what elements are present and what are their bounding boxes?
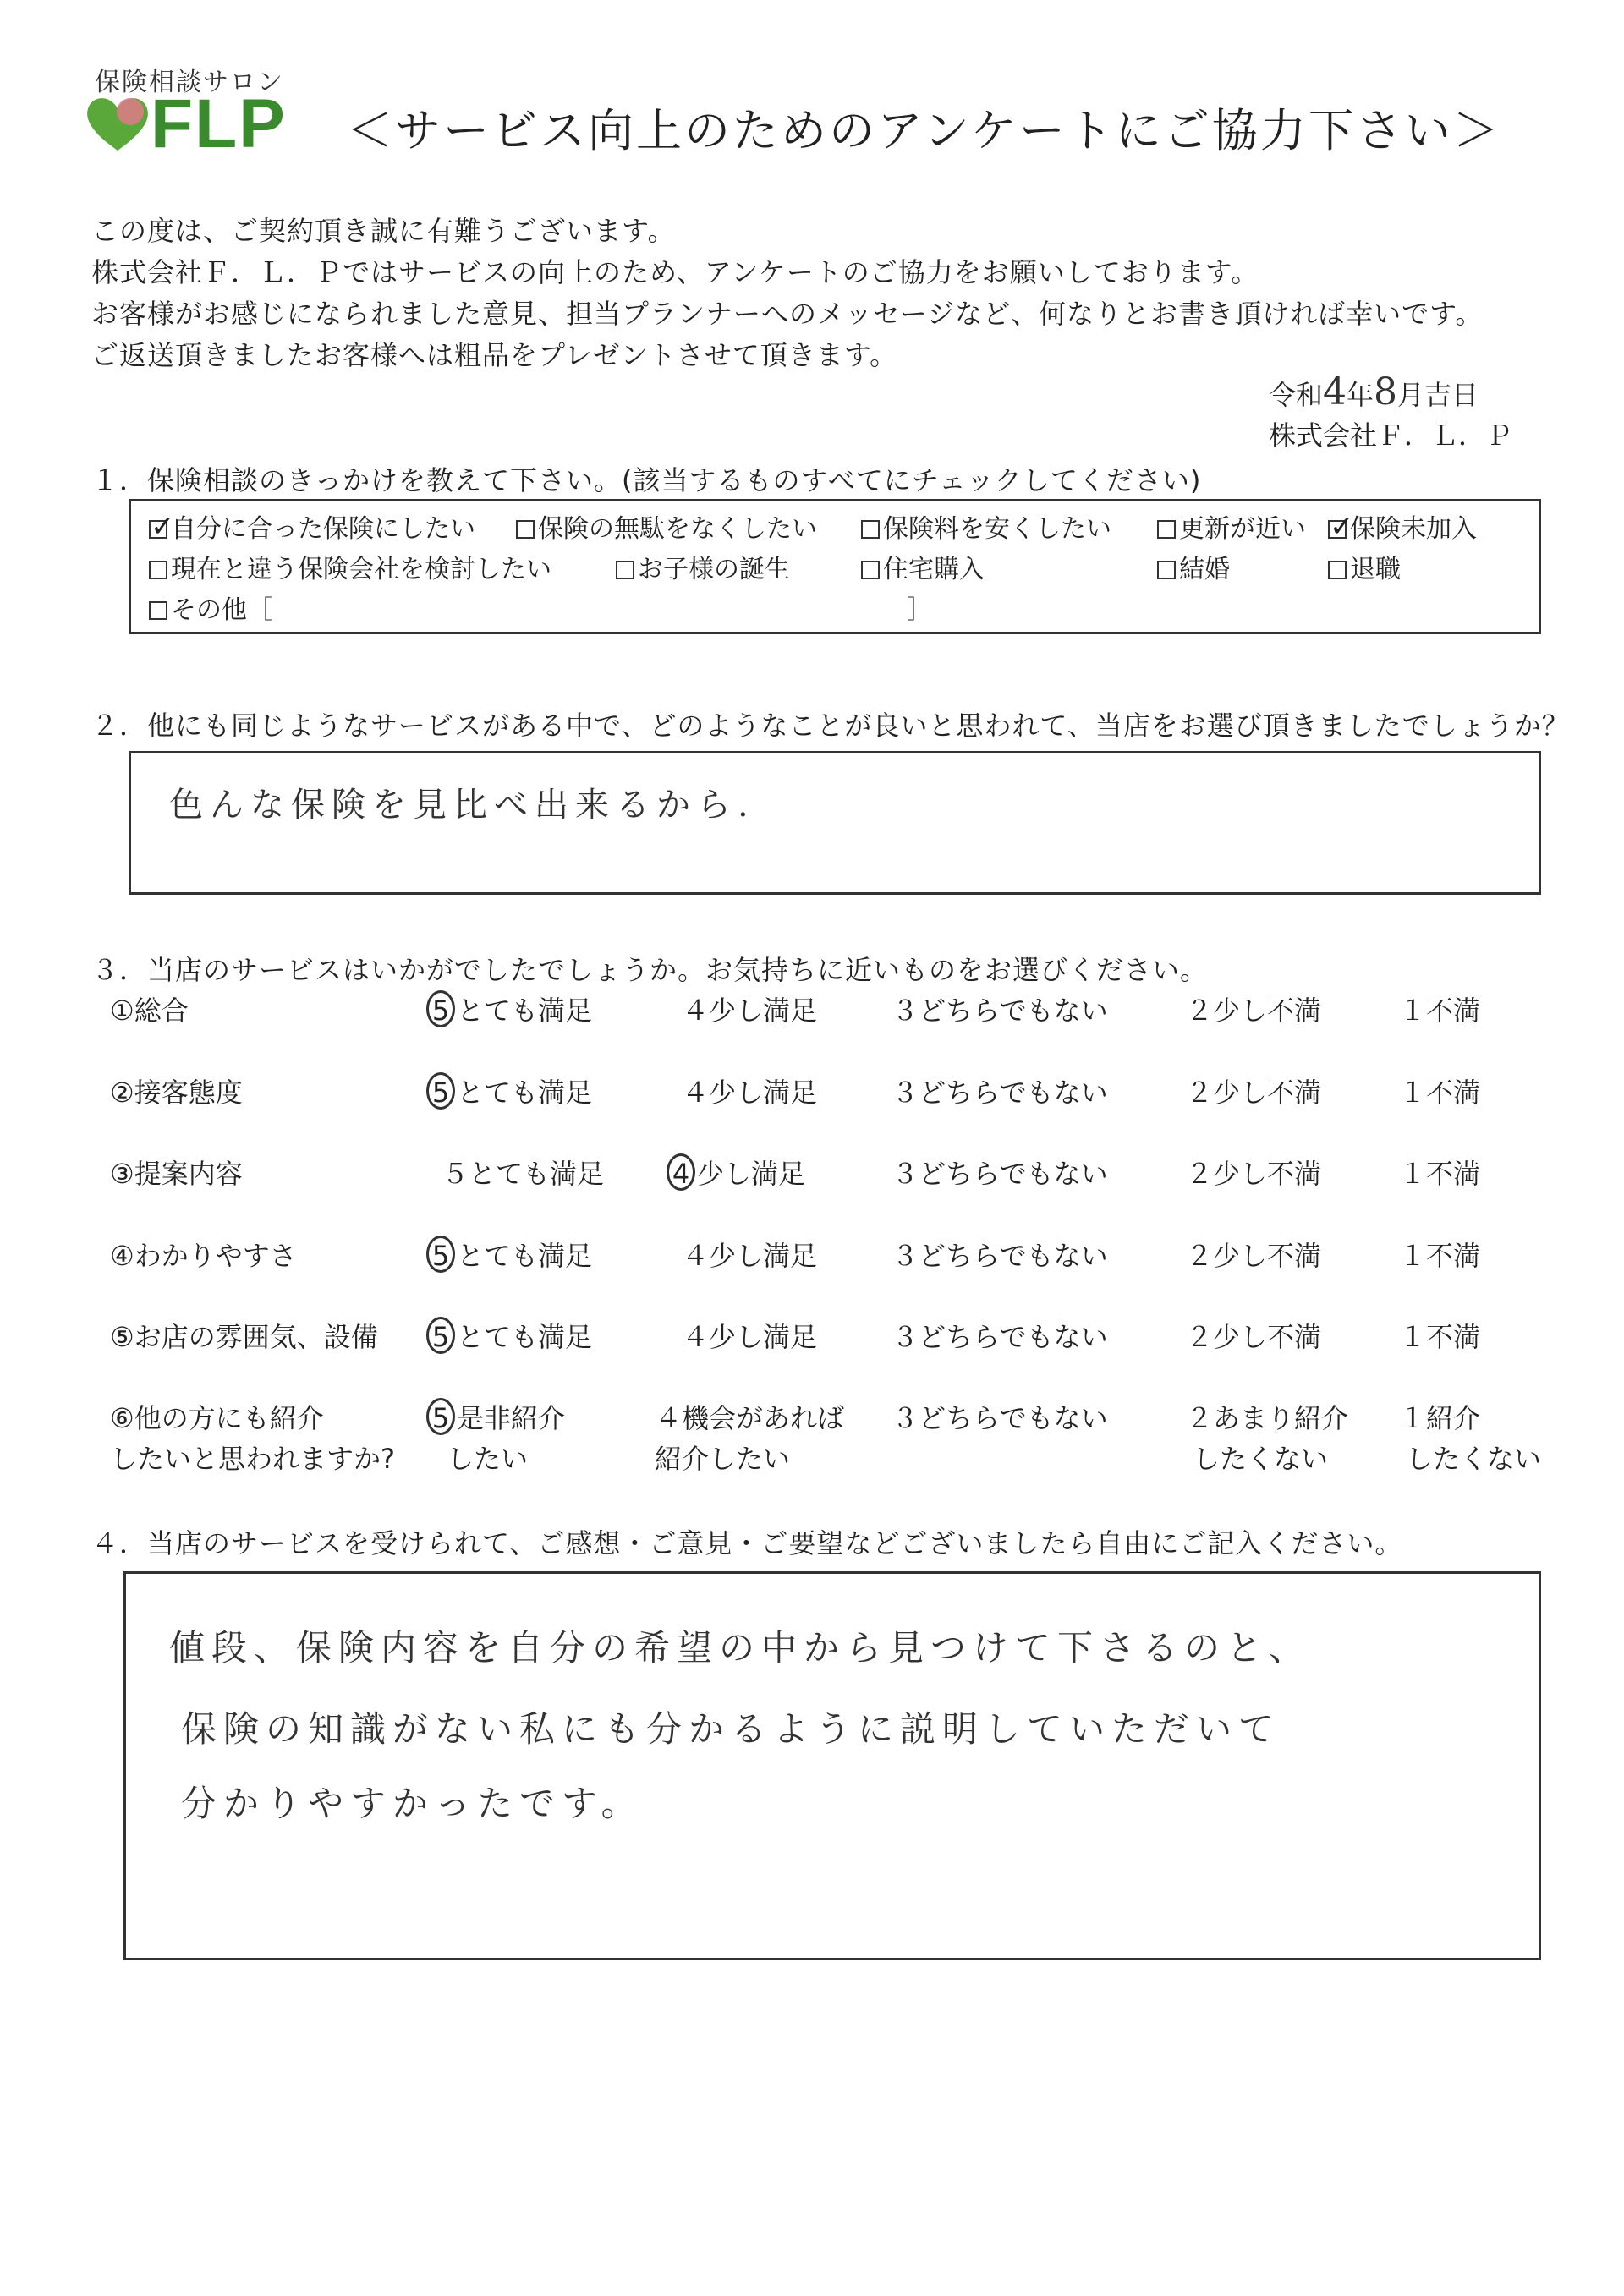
page-title: ＜サービス向上のためのアンケートにご協力下さい＞ [347,104,1501,157]
q3-row-label: ③提案内容 [110,1158,243,1190]
q1-option[interactable]: 保険料を安くしたい [861,507,1111,545]
q1-option[interactable]: ✓ 保険未加入 [1328,507,1477,545]
q1-option[interactable]: 現在と違う保険会社を検討したい [149,548,551,585]
circle-selection-icon: 5 [426,1072,455,1110]
q1-option[interactable]: 退職 [1328,548,1401,585]
circle-selection-icon: 5 [426,1398,455,1435]
q3-option-3[interactable]: ３どちらでもない [892,1402,1108,1434]
q3-option-1[interactable]: １紹介 [1399,1402,1481,1434]
q3-option-3[interactable]: ３どちらでもない [892,1158,1108,1190]
q4-answer-line-2: 保険の知識がない私にも分かるように説明していただいて [181,1708,1281,1750]
q3-row-label-cont: したいと思われますか? [110,1443,395,1475]
checkbox-checked-icon[interactable] [1328,520,1347,539]
q3-option-4[interactable]: ４少し満足 [682,1321,818,1353]
company-name: 株式会社Ｆ．Ｌ．Ｐ [1269,419,1513,452]
q1-option[interactable]: 更新が近い [1157,507,1306,545]
q1-option-other[interactable]: その他［ [149,589,272,626]
q3-row-label: ②接客態度 [110,1077,243,1109]
q3-option-1[interactable]: １不満 [1399,1158,1481,1190]
intro-line-1: この度は、ご契約頂き誠に有難うございます。 [91,215,676,247]
q3-option-1[interactable]: １不満 [1399,1321,1481,1353]
q1-option[interactable]: お子様の誕生 [616,548,790,585]
checkbox-icon[interactable] [1328,561,1347,579]
checkbox-icon[interactable] [616,561,634,579]
q1-other-close: ］ [907,595,932,625]
q3-option-5-selected[interactable]: 5 とても満足 [431,989,592,1028]
checkbox-icon[interactable] [149,561,167,579]
q3-option-2[interactable]: ２少し不満 [1186,1077,1322,1109]
q2-title: ２．他にも同じようなサービスがある中で、どのようなことが良いと思われて、当店をお選び頂きましたでしょうか？ [91,710,1570,742]
circle-selection-icon: 5 [426,990,455,1027]
circle-selection-icon: 5 [426,1236,455,1273]
q3-option-4[interactable]: ４少し満足 [682,1240,818,1272]
checkbox-icon[interactable] [516,520,535,539]
q3-option-4[interactable]: ４少し満足 [682,995,818,1027]
q3-row-label: ⑤お店の雰囲気、設備 [110,1321,378,1353]
q1-option[interactable]: 住宅購入 [861,548,985,585]
q3-option-1-cont: したくない [1406,1443,1542,1475]
q3-option-4-cont: 紹介したい [655,1443,791,1475]
q4-answer-line-1: 値段、保険内容を自分の希望の中から見つけて下さるのと、 [169,1627,1312,1669]
intro-line-3: お客様がお感じになられました意見、担当プランナーへのメッセージなど、何なりとお書き頂ければ幸いです。 [91,298,1484,330]
heart-logo-icon [81,93,154,152]
q3-option-1[interactable]: １不満 [1399,995,1481,1027]
q3-option-5-selected[interactable]: 5 とても満足 [431,1071,592,1110]
q1-option[interactable]: 結婚 [1157,548,1230,585]
q3-option-4[interactable]: ４少し満足 [682,1077,818,1109]
checkbox-icon[interactable] [1157,520,1176,539]
q4-title: ４．当店のサービスを受けられて、ご感想・ご意見・ご要望などございましたら自由にご記入ください。 [91,1527,1403,1559]
intro-line-4: ご返送頂きましたお客様へは粗品をプレゼントさせて頂きます。 [91,339,898,371]
q3-title: ３．当店のサービスはいかがでしたでしょうか。お気持ちに近いものをお選びください。 [91,954,1209,986]
q3-option-3[interactable]: ３どちらでもない [892,1240,1108,1272]
date: 令和4年8月吉日 [1269,370,1479,414]
circle-selection-icon: 4 [667,1153,695,1191]
q3-option-4[interactable]: ４機会があれば [655,1402,845,1434]
q3-option-2[interactable]: ２少し不満 [1186,1321,1322,1353]
q3-option-2[interactable]: ２あまり紹介 [1186,1402,1349,1434]
q1-option[interactable]: ✓自分に合った保険にしたい [149,507,475,545]
q1-option[interactable]: 保険の無駄をなくしたい [516,507,817,545]
q3-option-5-selected[interactable]: 5 とても満足 [431,1235,592,1274]
q3-option-5-cont: したい [447,1443,529,1475]
checkbox-checked-icon[interactable] [149,520,167,539]
q3-option-1[interactable]: １不満 [1399,1240,1481,1272]
q2-answer: 色んな保険を見比べ出来るから. [169,786,755,825]
q3-option-2[interactable]: ２少し不満 [1186,1158,1322,1190]
q3-row-label: ④わかりやすさ [110,1240,297,1272]
checkbox-icon[interactable] [861,561,880,579]
q3-option-1[interactable]: １不満 [1399,1077,1481,1109]
q3-option-3[interactable]: ３どちらでもない [892,995,1108,1027]
q3-row-label: ①総合 [110,995,189,1027]
checkbox-icon[interactable] [1157,561,1176,579]
q3-option-3[interactable]: ３どちらでもない [892,1321,1108,1353]
q1-title: １．保険相談のきっかけを教えて下さい。(該当するものすべてにチェックしてください) [91,464,1202,496]
q3-option-4-selected[interactable]: 4 少し満足 [672,1153,805,1192]
q3-row-label: ⑥他の方にも紹介 [110,1402,324,1434]
circle-selection-icon: 5 [426,1317,455,1354]
q3-option-5-selected[interactable]: 5 とても満足 [431,1316,592,1355]
q4-answer-line-3: 分かりやすかったです。 [181,1783,644,1824]
checkbox-icon[interactable] [861,520,880,539]
q3-option-2-cont: したくない [1193,1443,1329,1475]
logo-brand: FLP [151,85,287,162]
q3-option-5[interactable]: ５とても満足 [442,1158,605,1190]
q3-option-5-selected[interactable]: 5 是非紹介 [431,1397,565,1436]
q3-option-2[interactable]: ２少し不満 [1186,995,1322,1027]
checkbox-icon[interactable] [149,601,167,620]
logo-subtitle: 保険相談サロン [95,68,284,97]
q3-option-2[interactable]: ２少し不満 [1186,1240,1322,1272]
q3-option-3[interactable]: ３どちらでもない [892,1077,1108,1109]
intro-line-2: 株式会社Ｆ．Ｌ．Ｐではサービスの向上のため、アンケートのご協力をお願いしております。 [91,256,1259,288]
